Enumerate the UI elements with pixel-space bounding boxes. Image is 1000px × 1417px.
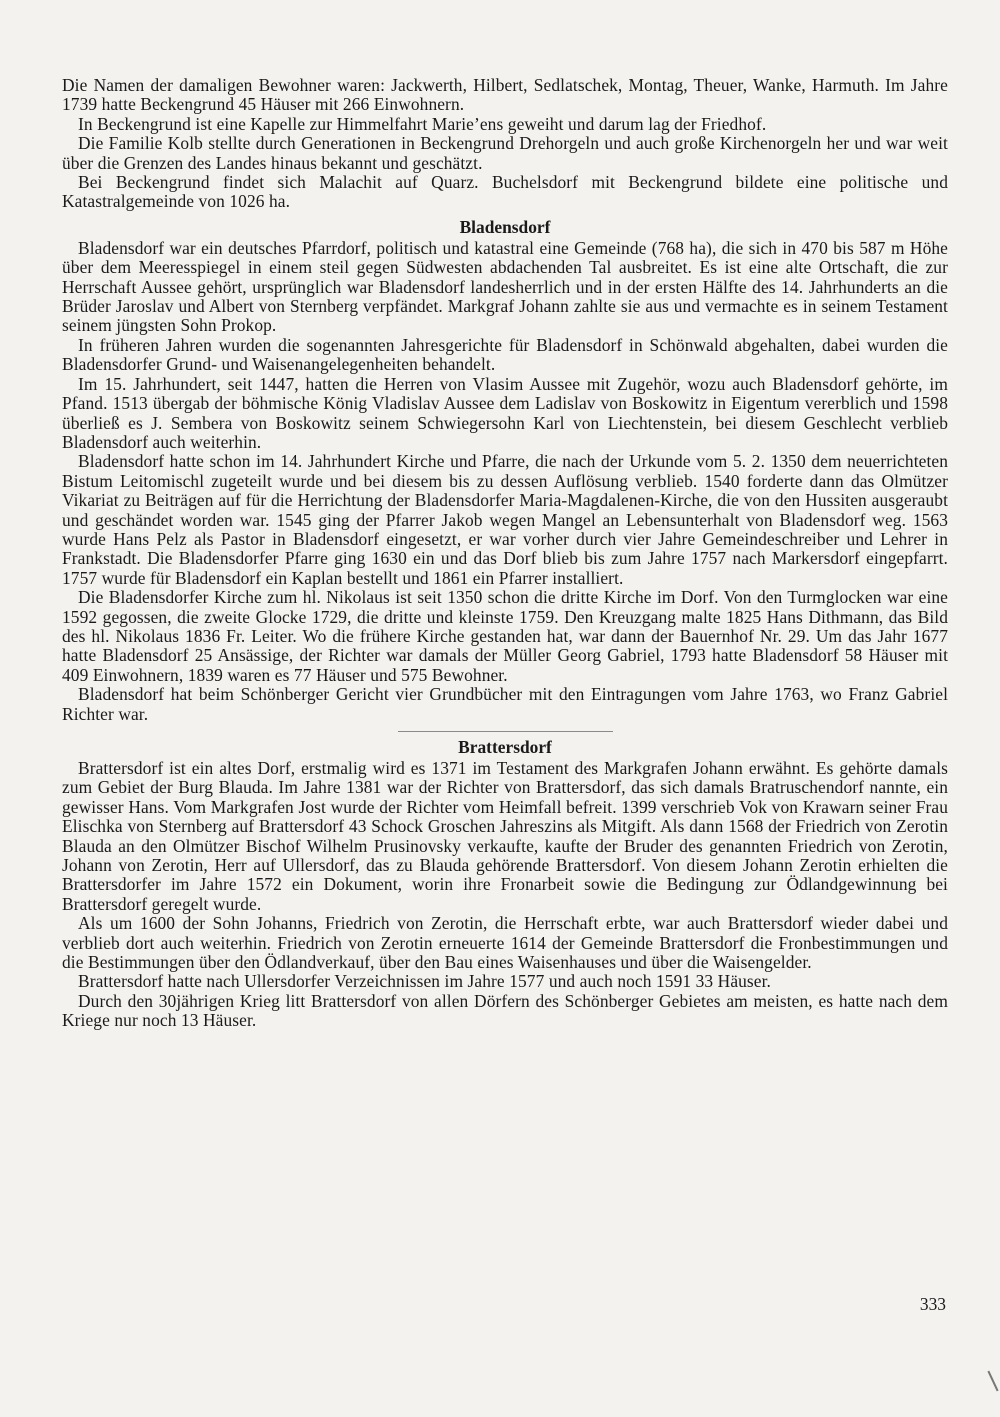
- paragraph: Brattersdorf ist ein altes Dorf, erstmalig wird es 1371 im Testament des Markgrafen Johann erwähnt. Es gehörte damals zum Gebiet der Burg Blauda. Im Jahre 1381 war der Richter von Brattersdorf, das sich damals Bratruschendorf nannte, ein gewisser Hans. Vom Markgrafen Jost wurde der Richter vom Heimfall befreit. 1399 verschrieb Vok von Krawarn seiner Frau Elischka von Sternberg auf Brattersdorf 43 Schock Groschen Jahreszins als Mitgift. Als dann 1568 der Friedrich von Zerotin Blauda an den Olmützer Bischof Wilhelm Prusinovsky verkaufte, kaufte der Bruder des genannten Friedrich von Zerotin, Johann von Zerotin, Herr auf Ullersdorf, das zu Blauda gehörende Brattersdorf. Von diesem Johann Zerotin erhielten die Brattersdorfer im Jahre 1572 ein Dokument, worin ihre Fronarbeit sowie die Bedingung zur Ödlandgewinnung bei Brattersdorf geregelt wurde.: [62, 758, 948, 914]
- page-body: [62, 76, 948, 1031]
- intro-section: [62, 76, 948, 212]
- paragraph: Als um 1600 der Sohn Johanns, Friedrich von Zerotin, die Herrschaft erbte, war auch Brattersdorf wieder dabei und verblieb dort auch weiterhin. Friedrich von Zerotin erneuerte 1614 der Gemeinde Brattersdorf die Fronbestimmungen und die Bestimmungen über den Ödlandverkauf, über den Bau eines Waisenhauses und über die Waisengelder.: [62, 913, 948, 973]
- paragraph: In früheren Jahren wurden die sogenannten Jahresgerichte für Bladensdorf in Schönwald abgehalten, dabei wurden die Bladensdorfer Grund- und Waisenangelegenheiten behandelt.: [62, 334, 948, 375]
- brattersdorf-section: [62, 737, 948, 1031]
- paragraph: Die Familie Kolb stellte durch Generationen in Beckengrund Drehorgeln und auch große Kirchenorgeln her und war weit über die Grenzen des Landes hinaus bekannt und geschätzt.: [62, 133, 948, 173]
- section-heading-brattersdorf: Brattersdorf: [458, 737, 552, 757]
- page-number: 333: [919, 1294, 946, 1314]
- paragraph: Brattersdorf hatte nach Ullersdorfer Verzeichnissen im Jahre 1577 und auch noch 1591 33 Häuser.: [78, 971, 771, 992]
- paragraph: Im 15. Jahrhundert, seit 1447, hatten die Herren von Vlasim Aussee mit Zugehör, wozu auch Bladensdorf gehörte, im Pfand. 1513 übergab der böhmische König Vladislav Aussee dem Ladislav von Boskowitz in Eigentum vererblich und 1598 überließ es J. Sembera von Boskowitz seinem Schwiegersohn Karl von Liechtenstein, bei diesem Geschlecht verblieb Bladensdorf auch weiterhin.: [62, 373, 948, 452]
- paragraph: Bladensdorf hatte schon im 14. Jahrhundert Kirche und Pfarre, die nach der Urkunde vom 5. 2. 1350 dem neuerrichteten Bistum Leitomischl zugeteilt wurde und bei diesem bis zu dessen Auflösung verblieb. 1540 forderte dann das Olmützer Vikariat zu Beiträgen auf für die Herrichtung der Bladensdorfer Maria-Magdalenen-Kirche, die von den Hussiten ausgeraubt und geschändet worden war. 1545 ging der Pfarrer Jakob wegen Mangel an Lebensunterhalt von Bladensdorf weg. 1563 wurde Hans Pelz als Pastor in Bladensdorf eingesetzt, er war vorher durch vier Jahre Gemeindeschreiber und Lehrer in Frankstadt. Die Bladensdorfer Pfarre ging 1630 ein und das Dorf blieb bis zum Jahre 1757 nach Markersdorf eingepfarrt. 1757 wurde für Bladensdorf ein Kaplan bestellt und 1861 ein Pfarrer installiert.: [62, 451, 948, 588]
- paragraph: In Beckengrund ist eine Kapelle zur Himmelfahrt Marie’ens geweiht und darum lag der Friedhof.: [78, 113, 767, 134]
- bladensdorf-section: [62, 217, 948, 724]
- section-heading-bladensdorf: Bladensdorf: [459, 216, 551, 237]
- paragraph: Durch den 30jährigen Krieg litt Brattersdorf von allen Dörfern des Schönberger Gebietes am meisten, es hatte nach dem Kriege nur noch 13 Häuser.: [62, 990, 948, 1031]
- paragraph: Bladensdorf war ein deutsches Pfarrdorf, politisch und katastral eine Gemeinde (768 ha), die sich in 470 bis 587 m Höhe über dem Meeresspiegel in einem steil gegen Südwesten abdachenden Tal ausbreitet. Es ist eine alte Ortschaft, die zur Herrschaft Aussee gehört, ursprünglich war Bladensdorf landesherrlich und in der ersten Hälfte des 14. Jahrhunderts an die Brüder Jaroslav und Albert von Sternberg verpfändet. Markgraf Johann zahlte sie aus und vermachte es in seinem Testament seinem jüngsten Sohn Prokop.: [62, 237, 948, 336]
- paragraph: Die Bladensdorfer Kirche zum hl. Nikolaus ist seit 1350 schon die dritte Kirche im Dorf. Von den Turmglocken war eine 1592 gegossen, die zweite Glocke 1729, die dritte und kleinste 1759. Den Kreuzgang malte 1825 Hans Dithmann, das Bild des hl. Nikolaus 1836 Fr. Leiter. Wo die frühere Kirche gestanden hat, war dann der Bauernhof Nr. 29. Um das Jahr 1677 hatte Bladensdorf 25 Ansässige, der Richter war damals der Müller Georg Gabriel, 1793 hatte Bladensdorf 58 Häuser mit 409 Einwohnern, 1839 waren es 77 Häuser und 575 Bewohner.: [62, 587, 948, 685]
- paragraph: Bei Beckengrund findet sich Malachit auf Quarz. Buchelsdorf mit Beckengrund bildete eine politische und Katastralgemeinde von 1026 ha.: [62, 172, 948, 212]
- paragraph: Die Namen der damaligen Bewohner waren: Jackwerth, Hilbert, Sedlatschek, Montag, Theuer, Wanke, Harmuth. Im Jahre 1739 hatte Beckengrund 45 Häuser mit 266 Einwohnern.: [62, 75, 948, 115]
- paragraph: Bladensdorf hat beim Schönberger Gericht vier Grundbücher mit den Eintragungen vom Jahre 1763, wo Franz Gabriel Richter war.: [62, 684, 948, 724]
- section-divider: [398, 731, 613, 732]
- scan-edge-mark: [987, 1371, 998, 1392]
